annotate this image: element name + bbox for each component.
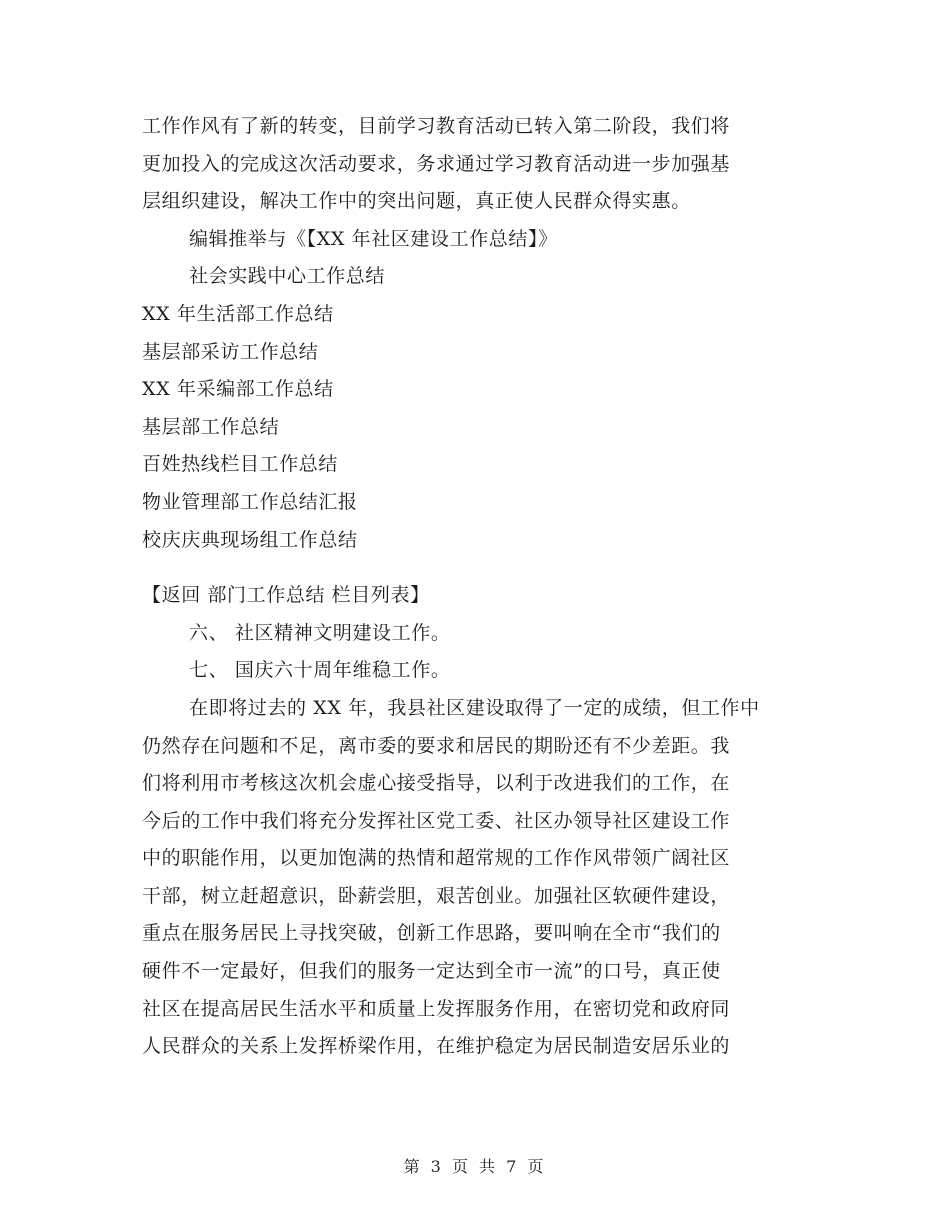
related-link-5[interactable]: 百姓热线栏目工作总结 <box>142 453 339 476</box>
closing-line-6: 干部，树立赶超意识，卧薪尝胆，艰苦创业。加强社区软硬件建设， <box>142 884 731 907</box>
related-link-1[interactable]: XX 年生活部工作总结 <box>142 302 334 325</box>
recommend-link[interactable]: 编辑推举与《【XX 年社区建设工作总结】》 <box>189 227 558 250</box>
intro-line-2: 更加投入的完成这次活动要求，务求通过学习教育活动进一步加强基 <box>142 152 731 175</box>
closing-line-10: 人民群众的关系上发挥桥梁作用，在维护稳定为居民制造安居乐业的 <box>142 1035 731 1058</box>
related-link-7[interactable]: 校庆庆典现场组工作总结 <box>142 528 358 551</box>
spacer <box>142 559 810 577</box>
section-six-heading: 六、 社区精神文明建设工作。 <box>189 621 451 644</box>
related-link-6[interactable]: 物业管理部工作总结汇报 <box>142 490 358 513</box>
related-link-social-practice[interactable]: 社会实践中心工作总结 <box>189 265 386 288</box>
back-to-list-link[interactable]: 【返回 部门工作总结 栏目列表】 <box>142 584 430 607</box>
page-number-footer: 第 3 页 共 7 页 <box>403 1157 547 1176</box>
closing-line-5: 中的职能作用，以更加饱满的热情和超常规的工作作风带领广阔社区 <box>142 847 731 870</box>
closing-line-3: 们将利用市考核这次机会虚心接受指导，以利于改进我们的工作，在 <box>142 772 731 795</box>
intro-line-1: 工作作风有了新的转变，目前学习教育活动已转入第二阶段，我们将 <box>142 115 731 137</box>
related-link-3[interactable]: XX 年采编部工作总结 <box>142 378 334 401</box>
related-link-4[interactable]: 基层部工作总结 <box>142 415 280 438</box>
closing-line-2: 仍然存在问题和不足，离市委的要求和居民的期盼还有不少差距。我 <box>142 734 731 757</box>
section-seven-heading: 七、 国庆六十周年维稳工作。 <box>189 659 451 682</box>
closing-line-7: 重点在服务居民上寻找突破，创新工作思路，要叫响在全市“我们的 <box>142 922 721 945</box>
related-link-2[interactable]: 基层部采访工作总结 <box>142 340 319 363</box>
closing-line-9: 社区在提高居民生活水平和质量上发挥服务作用，在密切党和政府同 <box>142 997 731 1020</box>
document-body <box>142 108 810 1066</box>
closing-line-4: 今后的工作中我们将充分发挥社区党工委、社区办领导社区建设工作 <box>142 809 731 832</box>
closing-line-8: 硬件不一定最好，但我们的服务一定达到全市一流”的口号，真正使 <box>142 960 721 983</box>
intro-line-3: 层组织建设，解决工作中的突出问题，真正使人民群众得实惠。 <box>142 190 691 213</box>
closing-line-1: 在即将过去的 XX 年，我县社区建设取得了一定的成绩，但工作中 <box>189 696 760 719</box>
